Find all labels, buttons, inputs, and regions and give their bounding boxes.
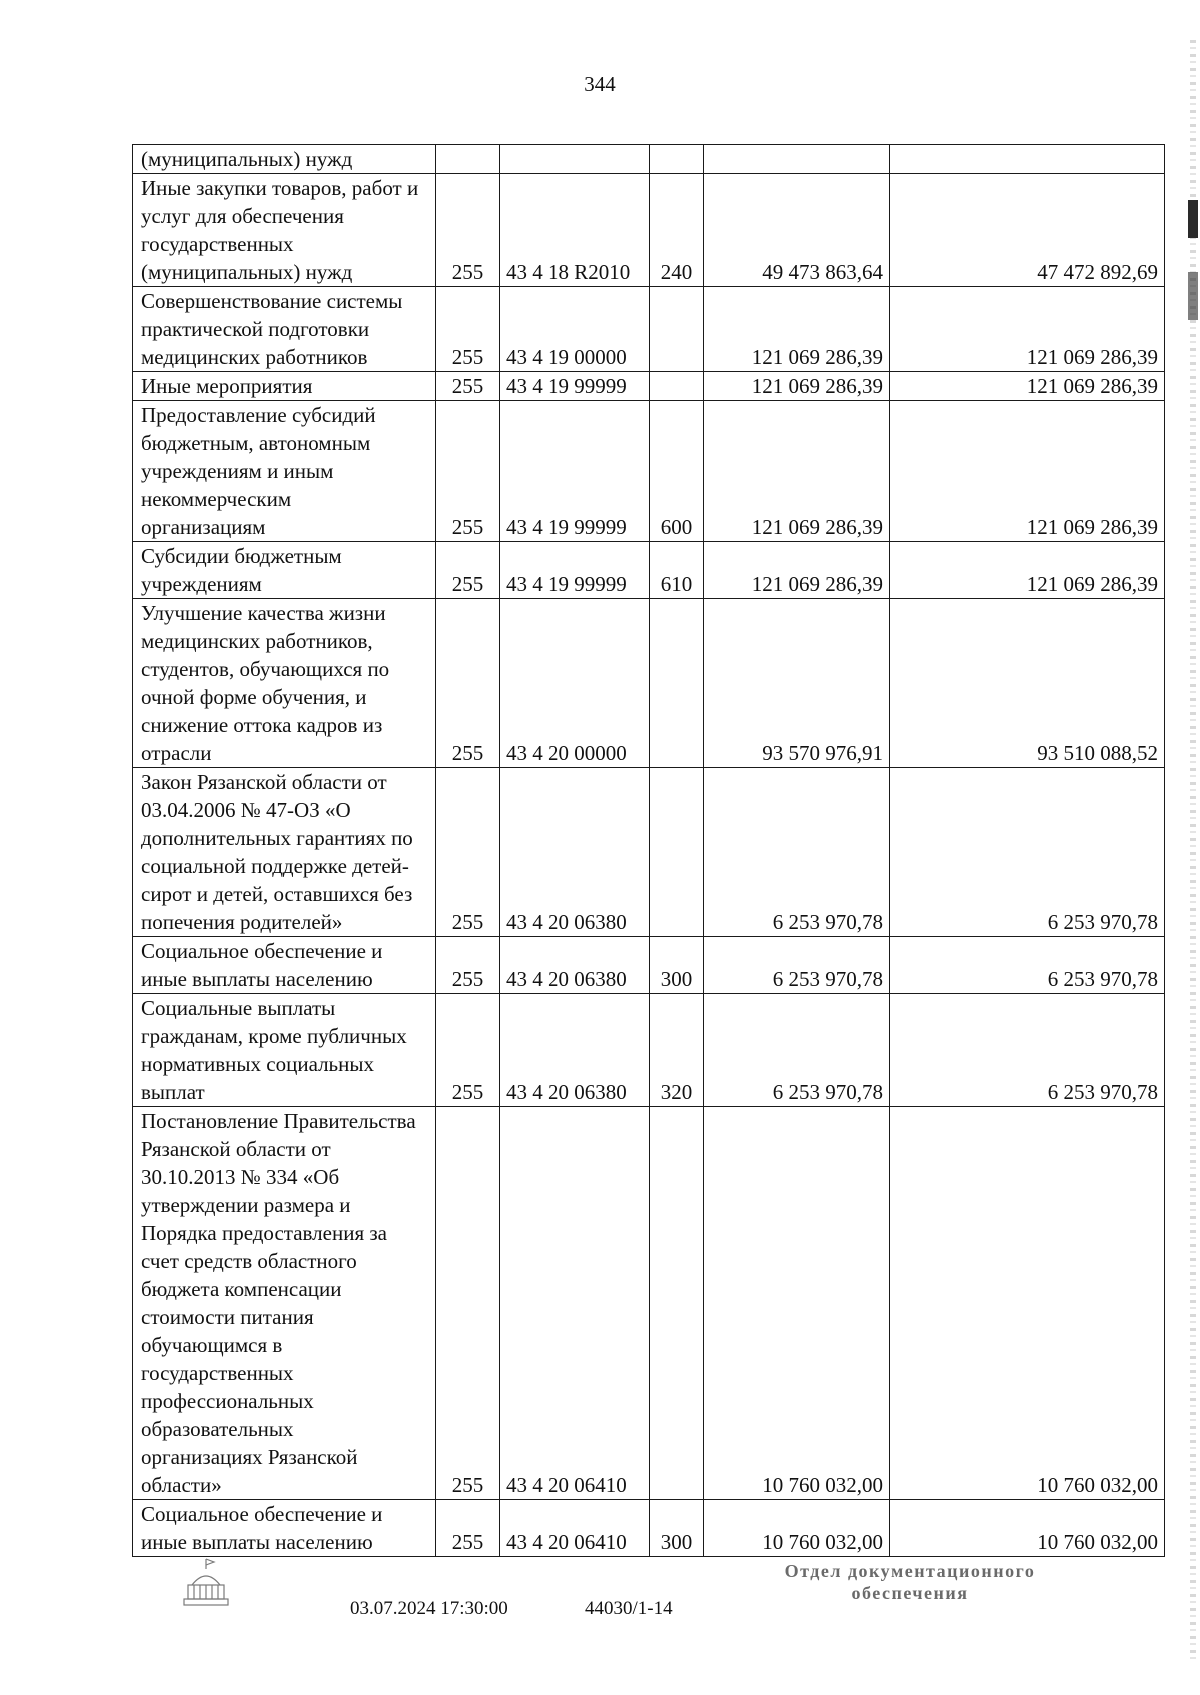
row-sum-2 [890,145,1165,174]
page-number: 344 [584,72,616,96]
row-target-article: 43 4 20 06380 [500,937,650,994]
table-row [133,287,1165,372]
row-admin-code: 255 [436,174,500,287]
row-sum-1: 93 570 976,91 [704,599,890,768]
row-sum-1: 6 253 970,78 [704,768,890,937]
budget-table [132,144,1165,1557]
row-admin-code: 255 [436,937,500,994]
footer-date: 03.07.2024 17:30:00 [350,1598,508,1619]
row-name: Иные мероприятия [133,372,436,401]
table-row [133,145,1165,174]
row-expense-type [650,145,704,174]
row-name: (муниципальных) нужд [133,145,436,174]
row-sum-2: 10 760 032,00 [890,1500,1165,1557]
row-expense-type: 240 [650,174,704,287]
row-name: Закон Рязанской области от 03.04.2006 № 47-ОЗ «О дополнительных гарантиях по социальной поддержке детей- сирот и детей, оставшихся без попечения родителей» [133,768,436,937]
row-name: Социальное обеспечение и иные выплаты населению [133,937,436,994]
row-expense-type [650,599,704,768]
row-sum-1: 121 069 286,39 [704,287,890,372]
table-row [133,937,1165,994]
row-sum-1: 6 253 970,78 [704,937,890,994]
stamp-line-1: Отдел документационного [784,1561,1036,1581]
row-sum-2: 47 472 892,69 [890,174,1165,287]
row-expense-type: 300 [650,1500,704,1557]
row-admin-code: 255 [436,401,500,542]
row-sum-2: 10 760 032,00 [890,1107,1165,1500]
row-name: Субсидии бюджетным учреждениям [133,542,436,599]
row-name: Социальные выплаты гражданам, кроме публичных нормативных социальных выплат [133,994,436,1107]
row-target-article: 43 4 20 06410 [500,1107,650,1500]
row-target-article: 43 4 19 00000 [500,287,650,372]
row-target-article: 43 4 20 06380 [500,994,650,1107]
row-sum-1: 10 760 032,00 [704,1107,890,1500]
table-row [133,372,1165,401]
table-row [133,1107,1165,1500]
stamp-line-2: обеспечения [851,1583,969,1603]
row-sum-2: 93 510 088,52 [890,599,1165,768]
row-name: Улучшение качества жизни медицинских работников, студентов, обучающихся по очной форме обучения, и снижение оттока кадров из отрасли [133,599,436,768]
row-sum-1: 6 253 970,78 [704,994,890,1107]
scan-edge-mark [1188,272,1198,320]
row-admin-code: 255 [436,599,500,768]
row-sum-2: 6 253 970,78 [890,994,1165,1107]
row-sum-2: 6 253 970,78 [890,768,1165,937]
row-sum-2: 121 069 286,39 [890,372,1165,401]
scan-edge-mark [1188,200,1198,238]
row-target-article [500,145,650,174]
department-stamp [760,1560,1060,1604]
row-target-article: 43 4 20 06410 [500,1500,650,1557]
row-expense-type: 610 [650,542,704,599]
row-target-article: 43 4 19 99999 [500,401,650,542]
row-target-article: 43 4 20 00000 [500,599,650,768]
row-admin-code [436,145,500,174]
row-sum-1: 121 069 286,39 [704,372,890,401]
table-row [133,174,1165,287]
row-sum-1 [704,145,890,174]
row-admin-code: 255 [436,287,500,372]
table-row [133,994,1165,1107]
row-sum-2: 121 069 286,39 [890,401,1165,542]
row-name: Совершенствование системы практической подготовки медицинских работников [133,287,436,372]
row-admin-code: 255 [436,542,500,599]
table-row [133,401,1165,542]
row-expense-type: 600 [650,401,704,542]
row-admin-code: 255 [436,1107,500,1500]
row-admin-code: 255 [436,372,500,401]
row-expense-type [650,768,704,937]
row-admin-code: 255 [436,994,500,1107]
table-row [133,1500,1165,1557]
row-sum-2: 6 253 970,78 [890,937,1165,994]
row-name: Социальное обеспечение и иные выплаты населению [133,1500,436,1557]
row-sum-1: 121 069 286,39 [704,542,890,599]
row-expense-type [650,1107,704,1500]
table-row [133,599,1165,768]
row-target-article: 43 4 19 99999 [500,542,650,599]
row-sum-2: 121 069 286,39 [890,287,1165,372]
row-admin-code: 255 [436,768,500,937]
row-target-article: 43 4 18 R2010 [500,174,650,287]
row-sum-1: 121 069 286,39 [704,401,890,542]
table-row [133,768,1165,937]
row-sum-1: 49 473 863,64 [704,174,890,287]
row-admin-code: 255 [436,1500,500,1557]
row-target-article: 43 4 19 99999 [500,372,650,401]
row-expense-type [650,372,704,401]
row-name: Иные закупки товаров, работ и услуг для обеспечения государственных (муниципальных) нужд [133,174,436,287]
row-name: Предоставление субсидий бюджетным, автономным учреждениям и иным некоммерческим организациям [133,401,436,542]
row-target-article: 43 4 20 06380 [500,768,650,937]
row-expense-type: 320 [650,994,704,1107]
row-sum-1: 10 760 032,00 [704,1500,890,1557]
footer-document-number: 44030/1-14 [585,1598,673,1619]
row-sum-2: 121 069 286,39 [890,542,1165,599]
table-row [133,542,1165,599]
row-expense-type [650,287,704,372]
row-name: Постановление Правительства Рязанской области от 30.10.2013 № 334 «Об утверждении размера и Порядка предоставления за счет средств областного бюджета компенсации стоимости питания обучающимся в государственных профессиональных образовательных организациях Рязанской области» [133,1107,436,1500]
row-expense-type: 300 [650,937,704,994]
duma-emblem-icon [178,1555,234,1611]
